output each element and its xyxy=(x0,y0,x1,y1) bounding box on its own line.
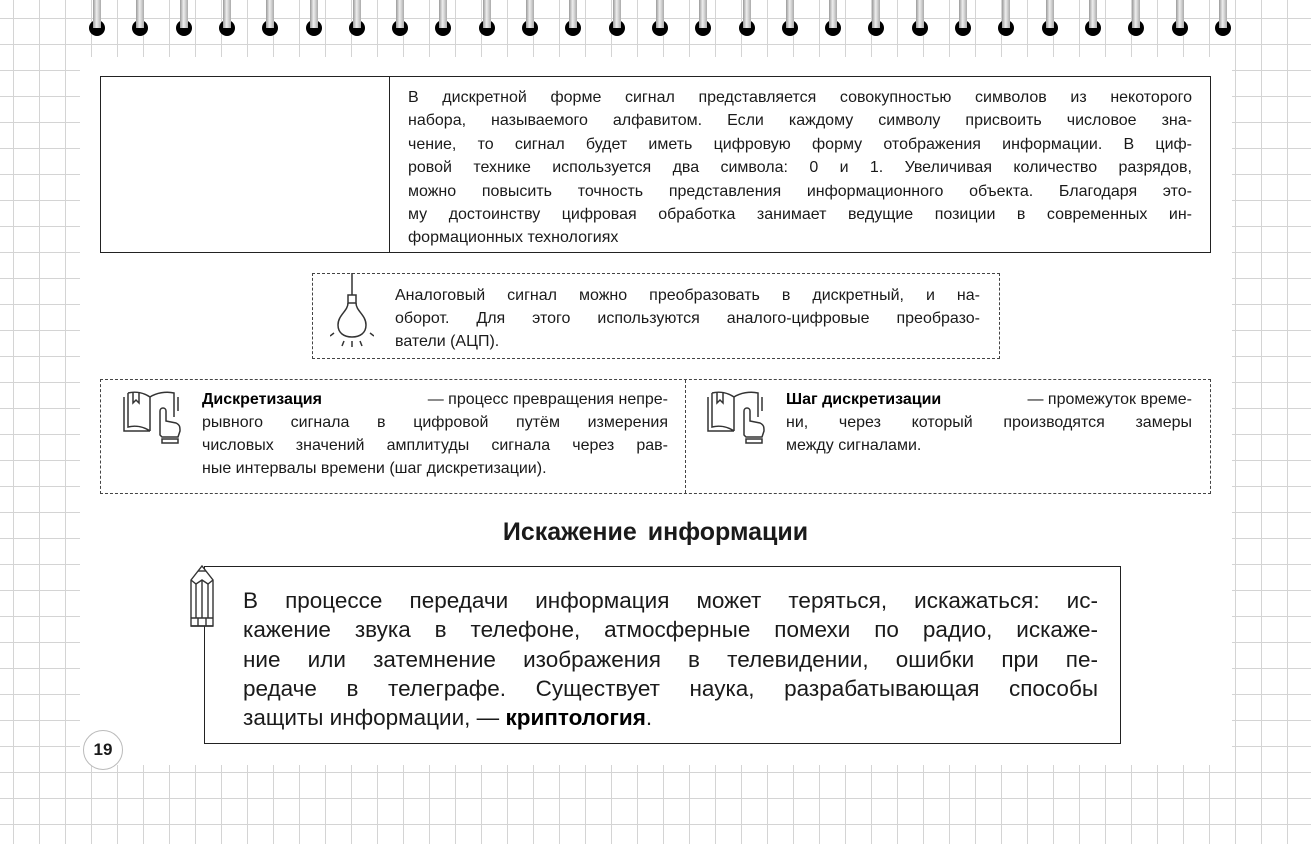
text-line: чение, то сигнал будет иметь цифровую форму отображения информации. В циф- xyxy=(408,135,1192,153)
text-line: В дискретной форме сигнал представляется совокупностью символов из некоторого xyxy=(408,89,1192,106)
spiral-ring xyxy=(522,0,538,38)
text-line: В процессе передачи информация может теряться, искажаться: ис- xyxy=(243,588,1098,613)
spiral-binding xyxy=(0,0,1311,40)
text-line: ние или затемнение изображения в телевидении, ошибки при пе- xyxy=(243,646,1098,672)
definition-term: Шаг дискретизации xyxy=(786,391,942,408)
spiral-ring xyxy=(955,0,971,38)
text-line: редаче в телеграфе. Существует наука, разрабатывающая способы xyxy=(243,675,1098,701)
spiral-ring xyxy=(912,0,928,38)
text-line: Аналоговый сигнал можно преобразовать в дискретный, и на- xyxy=(395,287,980,304)
spiral-ring xyxy=(306,0,322,38)
spiral-ring xyxy=(825,0,841,38)
text-line: кажение звука в телефоне, атмосферные помехи по радио, искаже- xyxy=(243,617,1098,643)
spiral-ring xyxy=(262,0,278,38)
text-line xyxy=(243,703,1098,732)
table-divider xyxy=(389,77,390,252)
spiral-ring xyxy=(132,0,148,38)
text-line: можно повысить точность представления информационного объекта. Благодаря это- xyxy=(408,182,1192,200)
text-line: ровой технике используется два символа: 0 и 1. Увеличивая количество разрядов, xyxy=(408,159,1192,177)
page-number: 19 xyxy=(83,730,123,770)
text-line: му достоинству цифровая обработка занимает ведущие позиции в современных ин- xyxy=(408,206,1192,223)
text-line: между сигналами. xyxy=(786,437,922,454)
text-line: ватели (АЦП). xyxy=(395,333,500,350)
spiral-ring xyxy=(652,0,668,38)
spiral-ring xyxy=(1042,0,1058,38)
spiral-ring xyxy=(349,0,365,38)
spiral-ring xyxy=(392,0,408,38)
text-line: формационных технологиях xyxy=(408,229,619,247)
text-line: — процесс превращения непре- xyxy=(427,391,668,408)
text-line: . xyxy=(645,705,653,731)
spiral-ring xyxy=(739,0,755,38)
text-line xyxy=(202,388,668,411)
pencil-icon xyxy=(188,564,216,636)
definitions-divider xyxy=(685,380,686,493)
book-pointing-hand-icon xyxy=(122,391,182,445)
text-line: ни, через который производятся замеры xyxy=(786,414,1192,431)
spiral-ring xyxy=(565,0,581,38)
spiral-ring xyxy=(1085,0,1101,38)
text-line: набора, называемого алфавитом. Если каждому символу присвоить числовое зна- xyxy=(408,112,1192,130)
text-line: — промежуток време- xyxy=(1027,391,1192,408)
spiral-ring xyxy=(1172,0,1188,38)
text-line: числовых значений амплитуды сигнала через рав- xyxy=(202,437,668,454)
spiral-ring xyxy=(176,0,192,38)
section-title: Искажение информации xyxy=(502,518,809,546)
spiral-ring xyxy=(782,0,798,38)
lightbulb-icon xyxy=(330,273,374,349)
spiral-ring xyxy=(998,0,1014,38)
spiral-ring xyxy=(695,0,711,38)
definition-term: Дискретизация xyxy=(202,391,322,408)
text-line: защиты информации, — xyxy=(243,705,500,731)
spiral-ring xyxy=(609,0,625,38)
text-line: оборот. Для этого используются аналого-цифровые преобразо- xyxy=(395,310,980,327)
spiral-ring xyxy=(89,0,105,38)
spiral-ring xyxy=(1128,0,1144,38)
spiral-ring xyxy=(435,0,451,38)
text-line: ные интервалы времени (шаг дискретизации). xyxy=(202,460,547,477)
spiral-ring xyxy=(219,0,235,38)
text-line: рывного сигнала в цифровой путём измерения xyxy=(202,414,668,431)
text-line xyxy=(786,388,1192,411)
key-term: криптология xyxy=(505,705,646,731)
spiral-ring xyxy=(1215,0,1231,38)
book-pointing-hand-icon xyxy=(706,391,766,445)
spiral-ring xyxy=(479,0,495,38)
spiral-ring xyxy=(868,0,884,38)
